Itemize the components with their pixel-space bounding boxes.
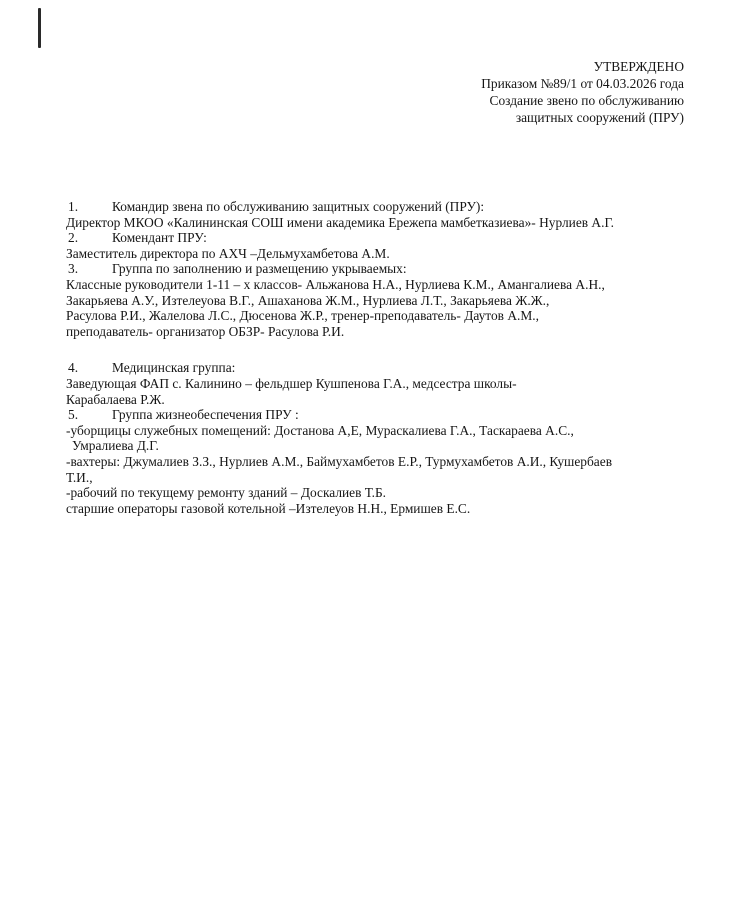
section-5-line: -рабочий по текущему ремонту зданий – Доскалиев Т.Б. <box>66 485 387 501</box>
approval-order: Приказом №89/1 от 04.03.2026 года <box>481 76 684 91</box>
section-title: Группа жизнеобеспечения ПРУ : <box>112 407 299 423</box>
approval-title: УТВЕРЖДЕНО <box>593 59 684 74</box>
section-1-heading <box>66 199 696 215</box>
section-4-line: Карабалаева Р.Ж. <box>66 391 165 407</box>
section-2-heading <box>66 230 696 246</box>
approval-stamp-block <box>481 58 684 126</box>
section-3-heading <box>66 261 696 277</box>
section-5-line: Т.И., <box>66 469 93 485</box>
section-5-line: -уборщицы служебных помещений: Достанова А,Е, Мураскалиева Г.А., Таскараева А.С., <box>66 422 574 438</box>
section-title: Медицинская группа: <box>112 360 236 376</box>
section-title: Комендант ПРУ: <box>112 230 207 246</box>
document-body <box>66 199 696 516</box>
section-number: 2. <box>68 230 79 246</box>
section-4-line: Заведующая ФАП с. Калинино – фельдшер Кушпенова Г.А., медсестра школы- <box>66 375 517 391</box>
section-number: 3. <box>68 261 79 277</box>
section-spacer <box>66 339 696 360</box>
section-title: Группа по заполнению и размещению укрываемых: <box>112 261 407 277</box>
section-1-line: Директор МКОО «Калининская СОШ имени академика Ережепа мамбетказиева»- Нурлиев А.Г. <box>66 214 615 230</box>
scan-margin-mark <box>38 8 41 48</box>
section-5-line: старшие операторы газовой котельной –Изтелеуов Н.Н., Ермишев Е.С. <box>66 500 471 516</box>
section-number: 5. <box>68 407 79 423</box>
section-5-line: -вахтеры: Джумалиев З.З., Нурлиев А.М., Баймухамбетов Е.Р., Турмухамбетов А.И., Кушербаев <box>66 453 613 469</box>
section-5-heading <box>66 407 696 423</box>
section-2-line: Заместитель директора по АХЧ –Дельмухамбетова А.М. <box>66 245 390 261</box>
approval-subject-line-1: Создание звено по обслуживанию <box>489 93 684 108</box>
approval-subject-line-2: защитных сооружений (ПРУ) <box>515 110 684 125</box>
section-title: Командир звена по обслуживанию защитных сооружений (ПРУ): <box>112 199 485 214</box>
section-3-line: преподаватель- организатор ОБЗР- Расулова Р.И. <box>66 323 345 339</box>
section-4-heading <box>66 360 696 376</box>
section-3-line: Расулова Р.И., Жалелова Л.С., Дюсенова Ж.Р., тренер-преподаватель- Даутов А.М., <box>66 308 539 324</box>
section-number: 1. <box>68 199 79 214</box>
section-number: 4. <box>68 360 79 376</box>
section-5-line: Умралиева Д.Г. <box>72 438 159 454</box>
section-3-line: Классные руководители 1-11 – х классов- Альжанова Н.А., Нурлиева К.М., Амангалиева А.Н., <box>66 276 605 292</box>
section-3-line: Закарьяева А.У., Изтелеуова В.Г., Ашаханова Ж.М., Нурлиева Л.Т., Закарьяева Ж.Ж., <box>66 292 550 308</box>
